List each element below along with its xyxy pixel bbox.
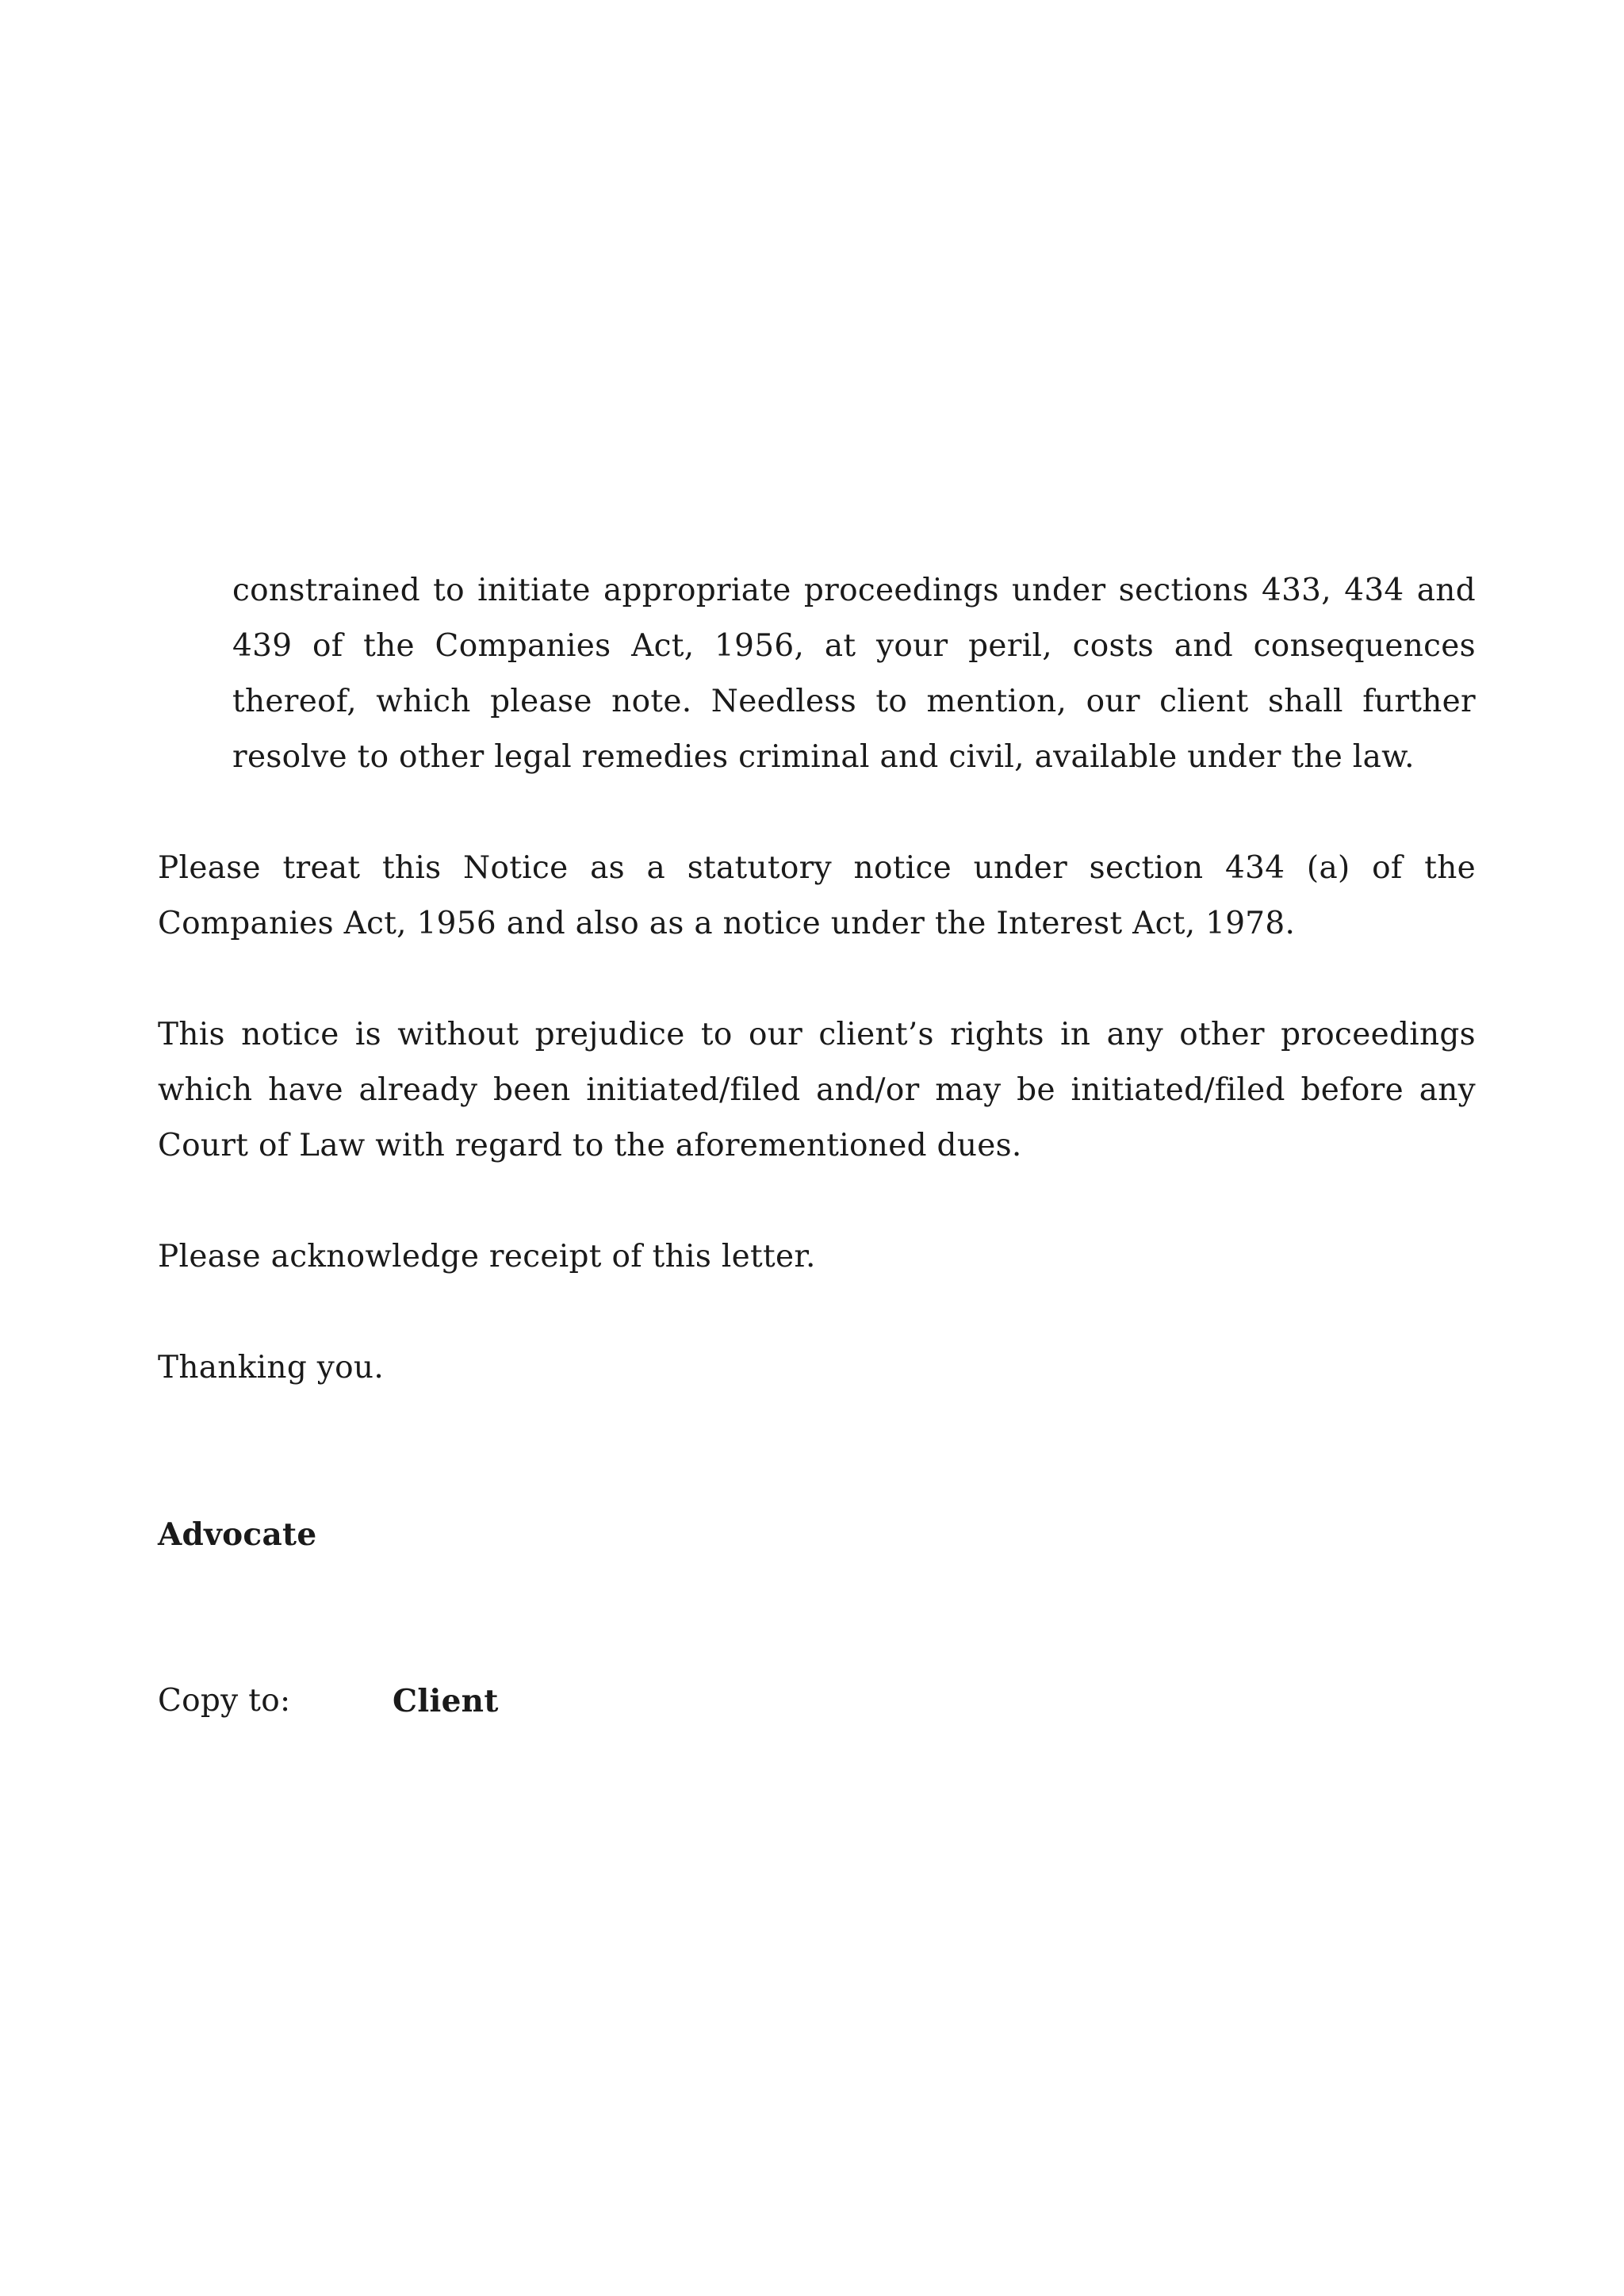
copy-to-recipient: Client <box>393 1683 499 1719</box>
signatory-name: Advocate <box>158 1516 317 1553</box>
acknowledge-receipt-line: Please acknowledge receipt of this letter. <box>158 1239 816 1274</box>
copy-to-row <box>158 1673 792 1729</box>
copy-to-label: Copy to: <box>158 1683 291 1719</box>
statutory-notice-paragraph: Please treat this Notice as a statutory notice under section 434 (a) of the Companies Act, 1956 and also as a notice under the Interest Act, 1978. <box>158 850 1476 941</box>
closing-line: Thanking you. <box>158 1350 385 1386</box>
without-prejudice-paragraph: This notice is without prejudice to our client’s rights in any other proceedings which have already been initiated/filed and/or may be initiated/filed before any Court of Law with regard to the aforementioned dues. <box>158 1017 1476 1163</box>
continuation-paragraph: constrained to initiate appropriate proceedings under sections 433, 434 and 439 of the Companies Act, 1956, at your peril, costs and consequences thereof, which please note. Needless to mention, our client shall further resolve to other legal remedies criminal and civil, available under the law. <box>232 573 1476 775</box>
